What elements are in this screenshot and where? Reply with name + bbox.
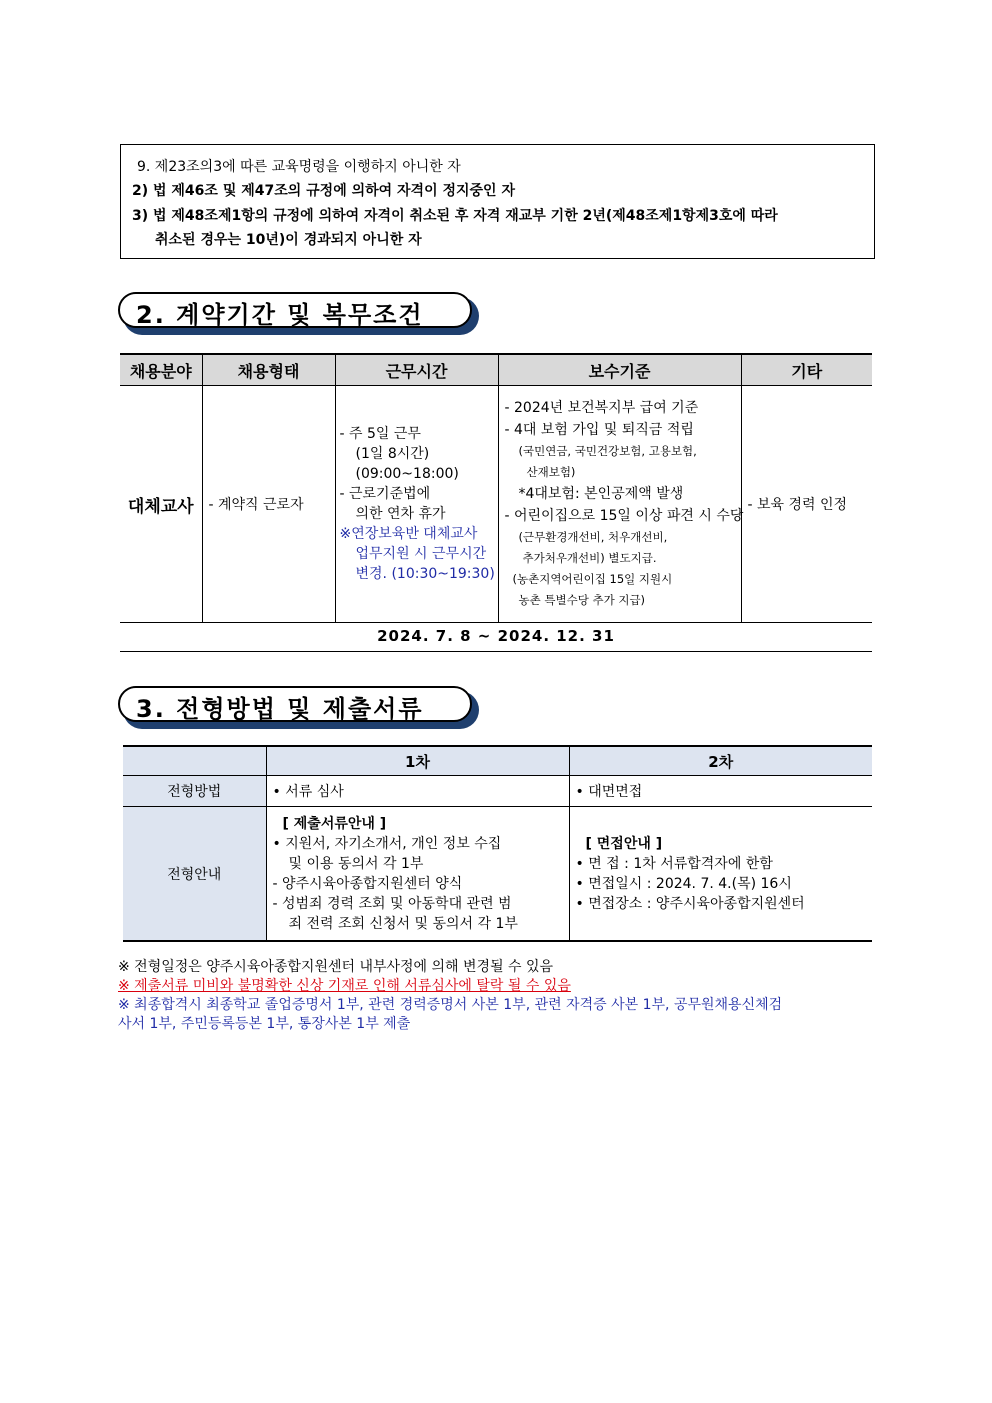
work-hours-line: 의한 연차 휴가 (355, 506, 446, 522)
pay-cell (498, 386, 744, 623)
pay-line: (국민연금, 국민건강보험, 고용보험, (518, 444, 697, 458)
section-2-title: 2. 계약기간 및 복무조건 (136, 301, 424, 329)
header-field: 채용분야 (120, 354, 202, 386)
pay-line: - 어린이집으로 15일 이상 파견 시 수당 (504, 508, 744, 524)
disqualification-line-1: 9. 제23조의3에 따른 교육명령을 이행하지 아니한 자 (137, 159, 461, 175)
header-second-round: 2차 (569, 746, 872, 776)
disqualification-line-4: 취소된 경우는 10년)이 경과되지 아니한 자 (155, 232, 422, 248)
section-3-header (118, 686, 480, 730)
pay-line: 농촌 특별수당 추가 지급) (518, 593, 646, 607)
documents-line: - 양주시육아종합지원센터 양식 (272, 875, 463, 892)
header-work-hours: 근무시간 (335, 354, 498, 386)
work-hours-line: (1일 8시간) (355, 446, 430, 462)
note-schedule-change: ※ 전형일정은 양주시육아종합지원센터 내부사정에 의해 변경될 수 있음 (118, 959, 554, 975)
selection-guide-label: 전형안내 (123, 807, 266, 942)
documents-cell (266, 807, 569, 942)
pay-line: - 2024년 보건복지부 급여 기준 (504, 400, 699, 416)
interview-line: • 면접일시 : 2024. 7. 4.(목) 16시 (575, 875, 792, 892)
header-empty (123, 746, 266, 776)
work-hours-line: - 근로기준법에 (339, 486, 431, 502)
pay-line: (근무환경개선비, 처우개선비, (518, 530, 668, 544)
pay-line: - 4대 보험 가입 및 퇴직금 적립 (504, 422, 694, 438)
note-final-documents-cont: 사서 1부, 주민등록등본 1부, 통장사본 1부 제출 (118, 1016, 411, 1032)
header-pay: 보수기준 (498, 354, 741, 386)
contract-conditions-table (120, 353, 872, 623)
header-employment-type: 채용형태 (202, 354, 335, 386)
pay-line: 추가처우개선비) 별도지급. (522, 551, 657, 565)
disqualification-line-3: 3) 법 제48조제1항의 규정에 의하여 자격이 취소된 후 자격 재교부 기한 2년(제48조제1항제3호에 따라 (132, 208, 778, 224)
section-3-title: 3. 전형방법 및 제출서류 (136, 695, 424, 723)
section-2-header (118, 292, 480, 336)
work-hours-note: 업무지원 시 근무시간 (355, 546, 487, 562)
documents-line: - 성범죄 경력 조회 및 아동학대 관련 범 (272, 895, 512, 912)
header-first-round: 1차 (266, 746, 569, 776)
pay-line: *4대보험: 본인공제액 발생 (518, 486, 684, 502)
work-hours-note: 변경. (10:30~19:30) (355, 566, 495, 582)
documents-line: 죄 전력 조회 신청서 및 동의서 각 1부 (288, 915, 518, 932)
note-final-documents: ※ 최종합격시 최종학교 졸업증명서 1부, 관련 경력증명서 사본 1부, 관련 자격증 사본 1부, 공무원채용신체검 (118, 997, 783, 1013)
selection-method-label: 전형방법 (123, 776, 266, 807)
first-round-method: • 서류 심사 (266, 776, 569, 807)
work-hours-cell (335, 386, 498, 623)
work-hours-line: - 주 5일 근무 (339, 426, 421, 442)
note-document-warning: ※ 제출서류 미비와 불명확한 신상 기재로 인해 서류심사에 탈락 될 수 있음 (118, 978, 571, 994)
notes (118, 958, 876, 1034)
documents-line: 및 이용 동의서 각 1부 (288, 855, 424, 872)
disqualification-box (120, 144, 875, 259)
interview-cell (569, 807, 872, 942)
interview-line: • 면접장소 : 양주시육아종합지원센터 (575, 895, 805, 912)
contract-period: 2024. 7. 8 ~ 2024. 12. 31 (120, 621, 872, 652)
work-hours-line: (09:00~18:00) (355, 466, 459, 482)
field-cell: 대체교사 (120, 386, 202, 623)
pay-line: 산재보험) (526, 465, 576, 479)
work-hours-note: ※연장보육반 대체교사 (339, 526, 478, 542)
documents-title: [ 제출서류안내 ] (282, 815, 387, 832)
selection-method-table (123, 745, 872, 942)
disqualification-line-2: 2) 법 제46조 및 제47조의 규정에 의하여 자격이 정지중인 자 (132, 183, 515, 199)
second-round-method: • 대면면접 (569, 776, 872, 807)
header-etc: 기타 (741, 354, 872, 386)
interview-line: • 면 접 : 1차 서류합격자에 한함 (575, 855, 773, 872)
employment-type-cell: - 계약직 근로자 (202, 386, 335, 623)
etc-cell: - 보육 경력 인정 (741, 386, 872, 623)
interview-title: [ 면접안내 ] (585, 835, 663, 852)
pay-line: (농촌지역어린이집 15일 지원시 (512, 572, 673, 586)
documents-line: • 지원서, 자기소개서, 개인 정보 수집 (272, 835, 502, 852)
